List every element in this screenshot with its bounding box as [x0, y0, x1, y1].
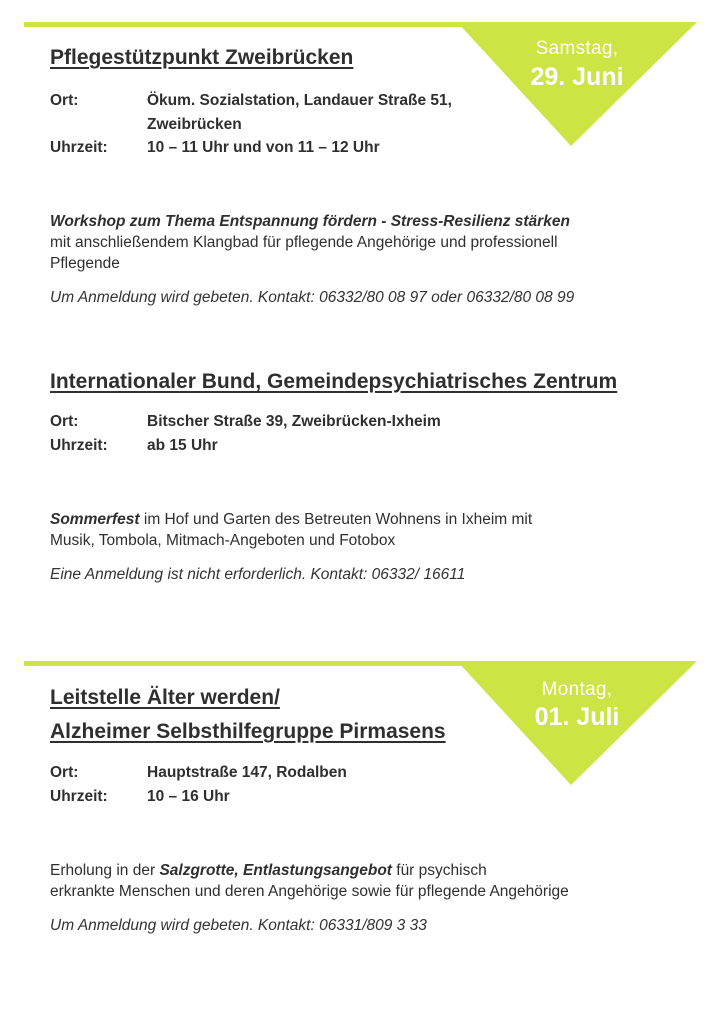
location-label: Ort: [50, 764, 79, 781]
time-value: 10 – 11 Uhr und von 11 – 12 Uhr [147, 139, 380, 156]
description-highlight: Workshop zum Thema Entspannung fördern - Stress-Resilienz stärken [50, 213, 570, 230]
section-divider [24, 22, 466, 27]
section-divider [24, 661, 466, 666]
time-label: Uhrzeit: [50, 139, 108, 156]
location-label: Ort: [50, 413, 79, 430]
contact-info: Um Anmeldung wird gebeten. Kontakt: 06332/80 08 97 oder 06332/80 08 99 [50, 289, 575, 306]
time-label: Uhrzeit: [50, 437, 108, 454]
date-day: 01. Juli [534, 703, 620, 731]
event-title: Leitstelle Älter werden/ [50, 686, 280, 709]
description-text: Erholung in der [50, 862, 160, 879]
description-line: mit anschließendem Klangbad für pflegende Angehörige und professionell [50, 234, 558, 251]
description-line: Musik, Tombola, Mitmach-Angeboten und Fotobox [50, 532, 396, 549]
description-line: Pflegende [50, 255, 120, 272]
time-value: 10 – 16 Uhr [147, 788, 230, 805]
date-banner [457, 22, 697, 152]
description-text: für psychisch [391, 862, 487, 879]
description-highlight: Salzgrotte, Entlastungsangebot [159, 862, 392, 879]
date-weekday: Montag, [541, 679, 613, 700]
event-description [50, 860, 569, 902]
event-title-line2: Alzheimer Selbsthilfegruppe Pirmasens [50, 720, 446, 743]
time-value: ab 15 Uhr [147, 437, 218, 454]
contact-info: Eine Anmeldung ist nicht erforderlich. Kontakt: 06332/ 16611 [50, 566, 466, 583]
description-line: erkrankte Menschen und deren Angehörige sowie für pflegende Angehörige [50, 883, 569, 900]
location-value: Bitscher Straße 39, Zweibrücken-Ixheim [147, 413, 441, 430]
date-banner [457, 661, 697, 791]
description-text: im Hof und Garten des Betreuten Wohnens in Ixheim mit [139, 511, 533, 528]
location-value-line2: Zweibrücken [147, 116, 242, 133]
location-value: Hauptstraße 147, Rodalben [147, 764, 347, 781]
location-label: Ort: [50, 92, 79, 109]
time-label: Uhrzeit: [50, 788, 108, 805]
event-description [50, 211, 570, 274]
event-title: Internationaler Bund, Gemeindepsychiatrisches Zentrum [50, 370, 618, 393]
event-title: Pflegestützpunkt Zweibrücken [50, 46, 354, 69]
event-description [50, 509, 532, 551]
contact-info: Um Anmeldung wird gebeten. Kontakt: 06331/809 3 33 [50, 917, 427, 934]
date-day: 29. Juni [530, 63, 624, 91]
description-highlight: Sommerfest [50, 511, 140, 528]
location-value: Ökum. Sozialstation, Landauer Straße 51, [147, 92, 452, 109]
date-weekday: Samstag, [535, 38, 619, 59]
